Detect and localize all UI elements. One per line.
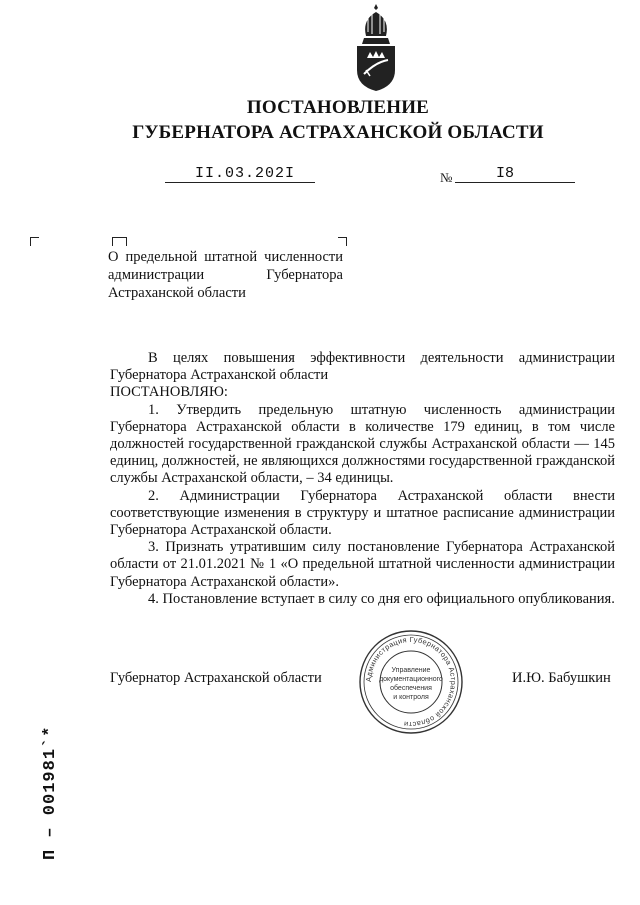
svg-text:документационного: документационного [379,676,443,683]
serial-number: П – 001981`* [41,725,60,860]
document-subject: О предельной штатной численности администрации Губернатора Астраханской области [108,249,343,301]
number-sign: № [440,170,453,185]
astrakhan-coat-of-arms-icon [352,2,400,92]
signatory-position: Губернатор Астраханской области [110,670,322,686]
svg-text:Управление: Управление [391,667,431,674]
item-2: 2. Администрации Губернатора Астраханской области внести соответствующие изменения в структуру и штатное расписание администрации Губернатора Астраханской области. [110,487,615,539]
item-1: 1. Утвердить предельную штатную численность администрации Губернатора Астраханской области в количестве 179 единиц, в том числе должностей государственной гражданской службы Астраханской области — 145 единиц, должностей, не являющихся должностями государственной гражданской службы Астраханской области, – 34 единицы. [110,401,615,487]
department-seal-stamp [357,628,465,736]
document-type-title: ПОСТАНОВЛЕНИЕ [246,97,430,118]
item-4: 4. Постановление вступает в силу со дня его официального опубликования. [148,590,615,607]
document-body [110,350,615,608]
signatory-name: И.Ю. Бабушкин [512,670,611,686]
item-3: 3. Признать утратившим силу постановление Губернатора Астраханской области от 21.01.2021 № 1 «О предельной штатной численности администрации Губернатора Астраханской области». [110,539,615,590]
issuer-title: ГУБЕРНАТОРА АСТРАХАНСКОЙ ОБЛАСТИ [132,122,544,143]
number-underline [455,182,575,183]
svg-text:обеспечения: обеспечения [390,685,432,692]
document-number: I8 [496,165,515,182]
preamble: В целях повышения эффективности деятельности администрации Губернатора Астраханской области [110,350,615,384]
registry-serial [26,700,60,860]
svg-text:Администрация Губернатора Астр: Администрация Губернатора Астраханской области [363,634,459,730]
document-date: II.03.202I [195,165,296,182]
corner-bracket [30,237,39,246]
svg-text:и контроля: и контроля [393,694,429,701]
corner-bracket [338,237,347,246]
corner-bracket [118,237,127,246]
decree-word: ПОСТАНОВЛЯЮ: [110,384,228,401]
date-underline [165,182,315,183]
